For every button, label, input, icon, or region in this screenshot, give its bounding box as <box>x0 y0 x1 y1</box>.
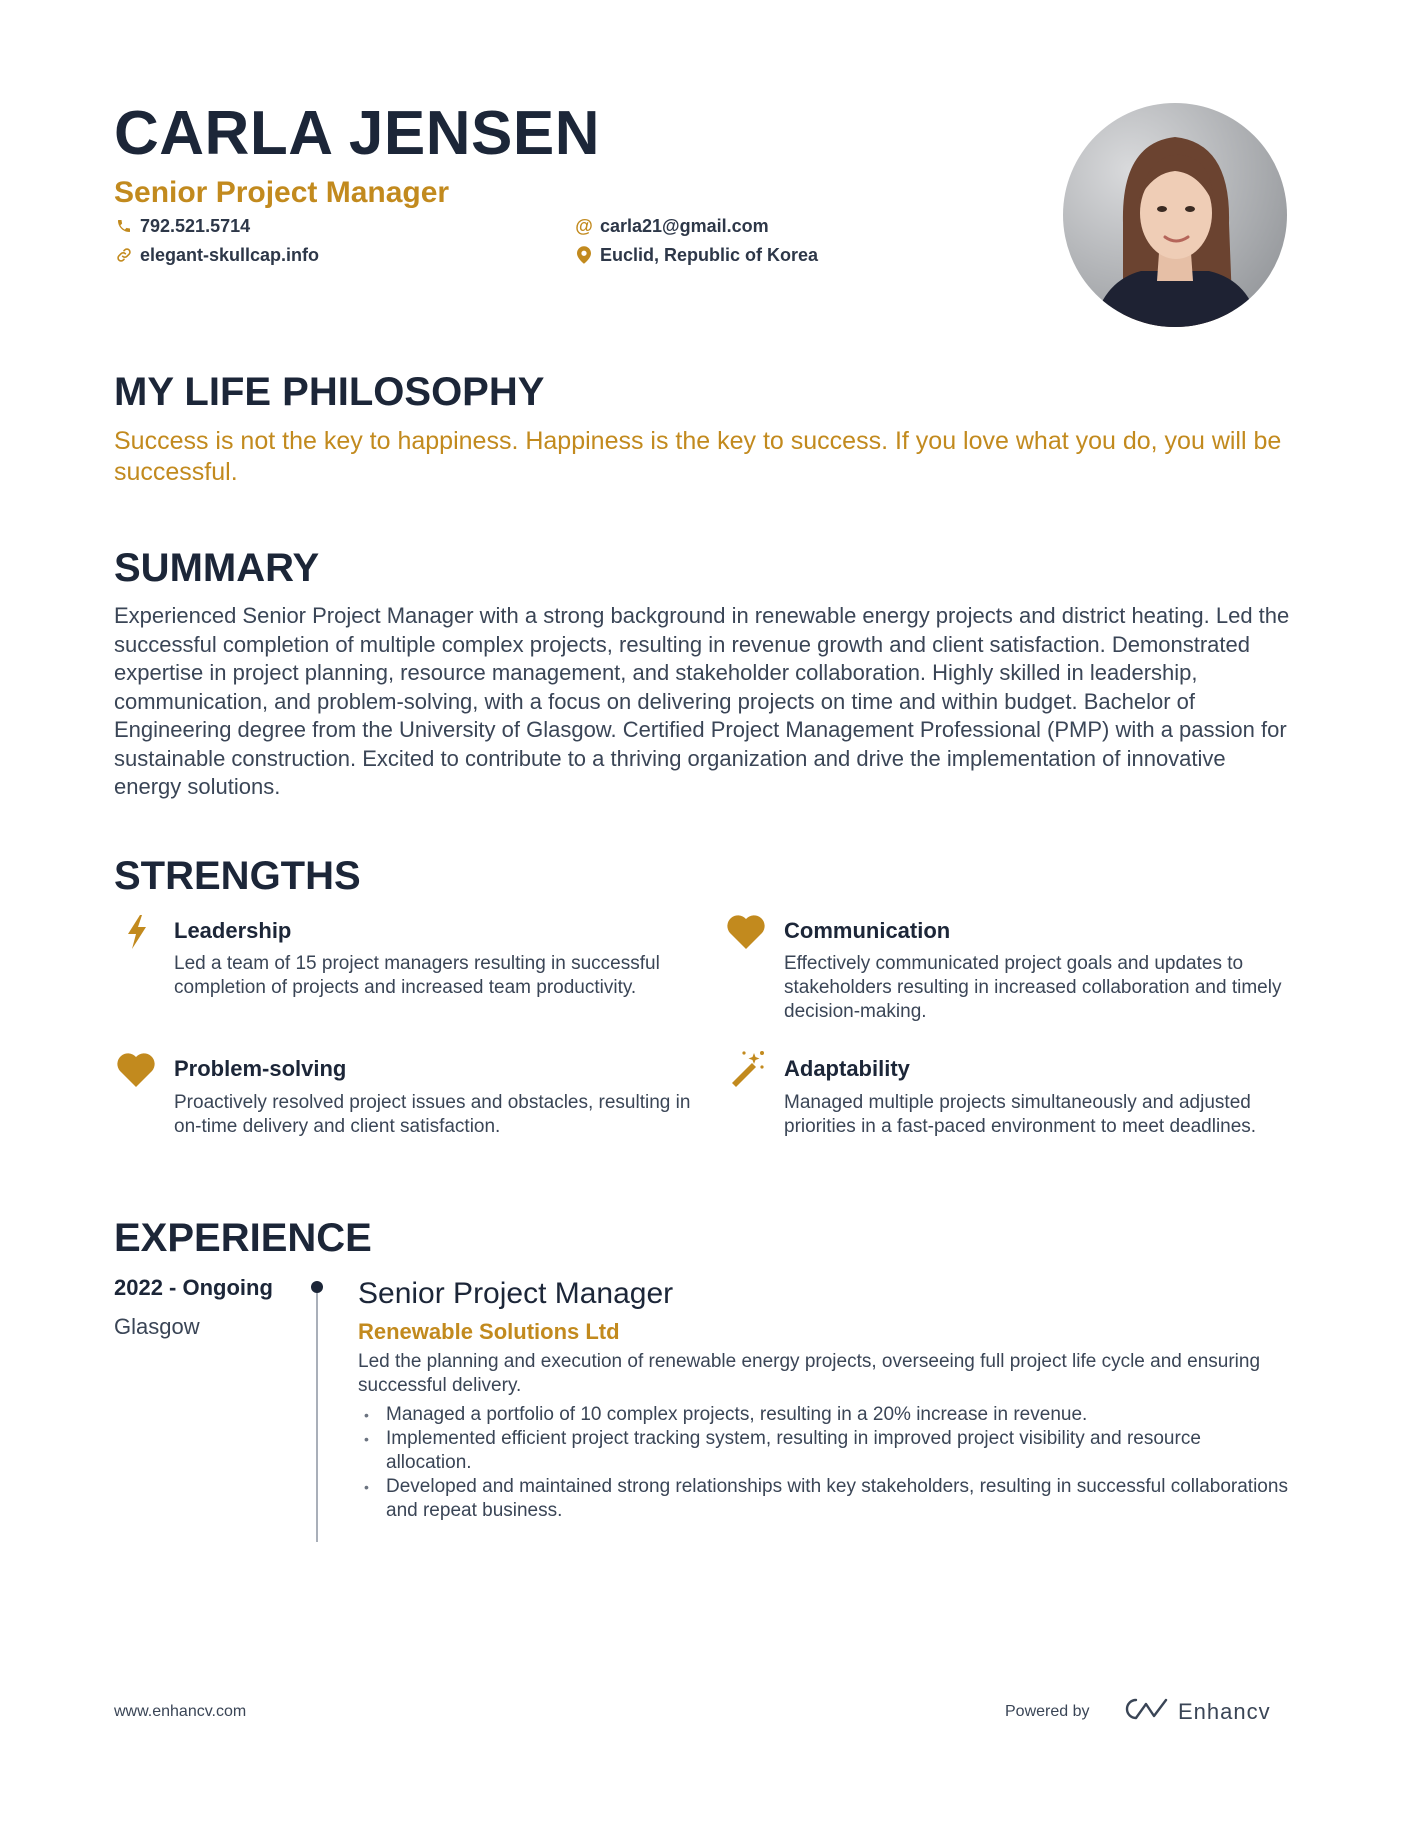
enhancv-logo-icon <box>1124 1696 1170 1727</box>
strength-title: Adaptability <box>784 1056 910 1081</box>
footer-url[interactable]: www.enhancv.com <box>114 1703 247 1720</box>
experience-heading: EXPERIENCE <box>114 1216 372 1260</box>
enhancv-logo[interactable] <box>1124 1696 1271 1727</box>
at-icon: @ <box>575 216 593 236</box>
location-text: Euclid, Republic of Korea <box>600 245 819 265</box>
contact-email <box>574 214 769 238</box>
timeline-line <box>316 1286 318 1542</box>
strengths-heading: STRENGTHS <box>114 854 361 898</box>
website-text: elegant-skullcap.info <box>140 245 320 265</box>
candidate-name: CARLA JENSEN <box>114 99 600 168</box>
strength-desc: Managed multiple projects simultaneously and adjusted priorities in a fast-paced environment to meet deadlines. <box>784 1092 1257 1137</box>
footer-brand: Enhancv <box>1178 1698 1271 1724</box>
heart-icon <box>116 1050 156 1090</box>
philosophy-heading: MY LIFE PHILOSOPHY <box>114 370 545 414</box>
strength-title: Leadership <box>174 918 292 943</box>
strength-title: Problem-solving <box>174 1056 347 1081</box>
list-item: • Managed a portfolio of 10 complex projects, resulting in a 20% increase in revenue. <box>358 1403 1288 1427</box>
strength-desc: Proactively resolved project issues and obstacles, resulting in on-time delivery and client satisfaction. <box>174 1092 691 1137</box>
experience-dates: 2022 - Ongoing <box>114 1275 273 1300</box>
experience-description: Led the planning and execution of renewable energy projects, overseeing full project life cycle and ensuring successful delivery. <box>358 1351 1261 1396</box>
experience-location: Glasgow <box>114 1314 200 1339</box>
contact-location <box>574 243 818 267</box>
candidate-title: Senior Project Manager <box>114 176 450 209</box>
footer-powered-by: Powered by <box>1005 1703 1090 1720</box>
summary-text: Experienced Senior Project Manager with a strong background in renewable energy projects and district heating. Led the successful completion of multiple complex projects, resulting in revenue growth and client satisfaction. Demonstrated expertise in project planning, resource management, and stakeholder collaboration. Highly skilled in leadership, communication, and problem-solving, with a focus on delivering projects on time and within budget. Bachelor of Engineering degree from the University of Glasgow. Certified Project Management Professional (PMP) with a passion for sustainable construction. Excited to contribute to a thriving organization and drive the implementation of innovative energy solutions. <box>114 603 1290 799</box>
link-icon <box>114 245 134 265</box>
strength-title: Communication <box>784 918 951 943</box>
strength-desc: Effectively communicated project goals and updates to stakeholders resulting in increased collaboration and timely decision-making. <box>784 953 1282 1022</box>
list-item: • Developed and maintained strong relationships with key stakeholders, resulting in successful collaborations and repeat business. <box>358 1475 1288 1523</box>
magic-wand-icon <box>727 1048 767 1088</box>
phone-text: 792.521.5714 <box>140 216 251 236</box>
experience-company: Renewable Solutions Ltd <box>358 1319 620 1344</box>
philosophy-quote: Success is not the key to happiness. Happiness is the key to success. If you love what you do, you will be successful. <box>114 427 1282 486</box>
strength-desc: Led a team of 15 project managers resulting in successful completion of projects and increased team productivity. <box>174 953 660 998</box>
profile-photo <box>1063 103 1287 327</box>
contact-website <box>114 243 319 267</box>
location-pin-icon <box>574 245 594 265</box>
email-text: carla21@gmail.com <box>600 216 769 236</box>
phone-icon <box>114 216 134 236</box>
summary-heading: SUMMARY <box>114 546 320 590</box>
lightning-icon <box>117 912 157 952</box>
timeline-dot <box>311 1281 323 1293</box>
list-item: • Implemented efficient project tracking system, resulting in improved project visibility and resource allocation. <box>358 1427 1288 1475</box>
contact-phone <box>114 214 250 238</box>
experience-role: Senior Project Manager <box>358 1277 674 1310</box>
experience-bullets <box>358 1403 1288 1523</box>
heart-icon <box>726 912 766 952</box>
